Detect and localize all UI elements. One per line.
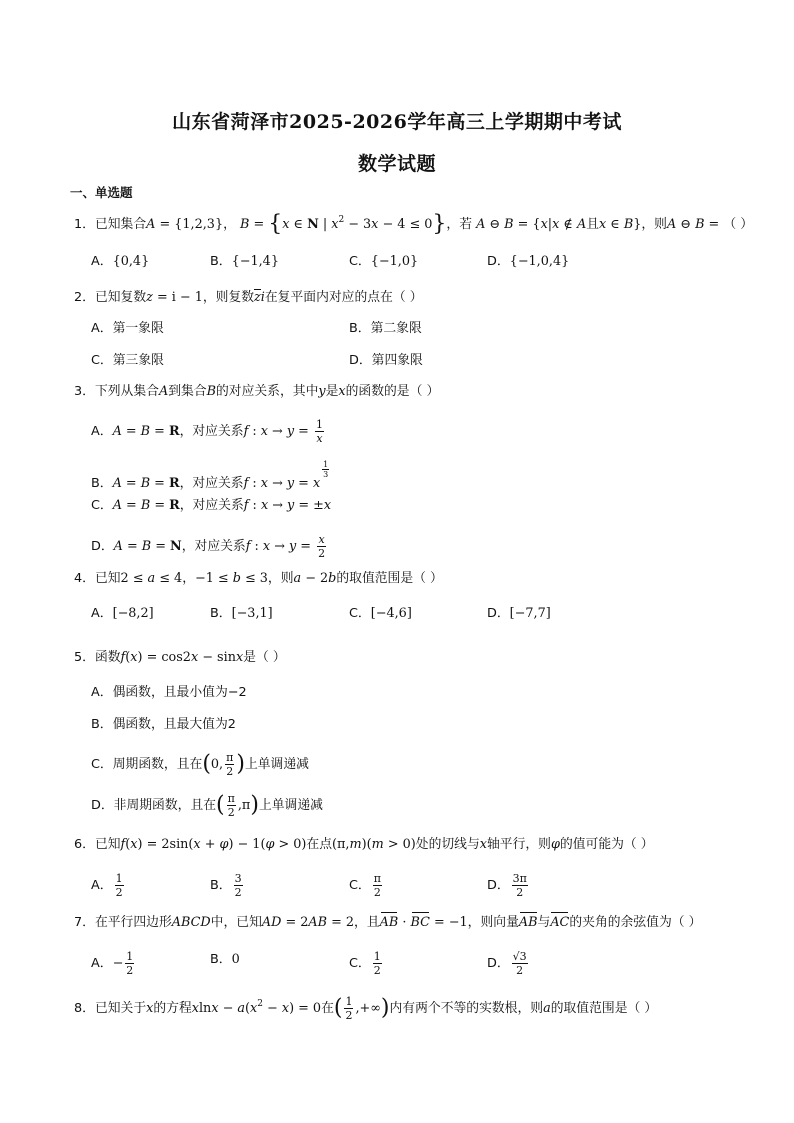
q4-option-d[interactable]: D．[−7,7] [487,606,551,621]
question-6: 6．已知f(x) = 2sin(x + φ) − 1(φ > 0)在点(π,m)(m > 0)处的切线与x轴平行，则φ的值可能为（ ） [74,837,654,852]
q3-option-c[interactable]: C．A = B = R，对应关系f : x → y = ±x [91,498,332,513]
q6-option-a[interactable]: A． $\frac{1}{2}$ [91,872,123,899]
q6-option-c[interactable]: C． $\frac{\pi}{2}$ [349,872,381,899]
q6-option-d[interactable]: D． $\frac{3\pi}{2}$ [487,872,527,899]
q1-option-d[interactable]: D．{−1,0,4} [487,254,570,269]
q4-option-c[interactable]: C．[−4,6] [349,606,412,621]
question-7: 7．在平行四边形ABCD中，已知AD = 2AB = 2，且AB · BC = −1，则向量AB与AC的夹角的余弦值为（ ） [74,913,701,933]
question-2: 2．已知复数z = i − 1，则复数zi在复平面内对应的点在（ ） [74,290,423,305]
q2-option-d[interactable]: D．第四象限 [349,353,423,368]
q1-option-c[interactable]: C．{−1,0} [349,254,419,269]
q5-option-a[interactable]: A．偶函数，且最小值为−2 [91,685,247,700]
question-3: 3．下列从集合A到集合B的对应关系，其中y是x的函数的是（ ） [74,384,440,399]
q6-option-b[interactable]: B． $\frac{3}{2}$ [210,872,242,899]
q1-option-b[interactable]: B．{−1,4} [210,254,279,269]
q4-option-b[interactable]: B．[−3,1] [210,606,273,621]
q2-option-c[interactable]: C．第三象限 [91,353,164,368]
q5-option-b[interactable]: B．偶函数，且最大值为2 [91,717,236,732]
q7-option-c[interactable]: C． $\frac{1}{2}$ [349,950,381,977]
section-heading-single-choice: 一、单选题 [70,185,133,200]
q5-option-c[interactable]: C．周期函数，且在(0, $\frac{\pi}{2}$ )上单调递减 [91,751,309,778]
exam-title: 山东省菏泽市2025-2026学年高三上学期期中考试 [172,111,622,133]
q7-option-a[interactable]: A．− $\frac{1}{2}$ [91,950,134,977]
q5-option-d[interactable]: D．非周期函数，且在( $\frac{\pi}{2}$ ,π)上单调递减 [91,792,323,819]
q2-option-a[interactable]: A．第一象限 [91,321,164,336]
question-1: 1．已知集合A = {1,2,3}， B = {x ∈ N | $x^2 - 3x - 4 \le 0$}，若 A ⊖ B = {x|x ∉ A且x ∈ B}，则A ⊖ B = （ ） [74,211,754,237]
q3-option-d[interactable]: D．A = B = N，对应关系f : x → y = $\frac{x}{2}$ [91,533,326,560]
question-5: 5．函数f(x) = cos2x − sinx是（ ） [74,650,286,665]
exam-subtitle: 数学试题 [357,153,436,175]
q2-option-b[interactable]: B．第二象限 [349,321,422,336]
q3-option-b[interactable]: B．A = B = R，对应关系f : x → y = x $\frac{1}{3}$ [91,460,329,491]
q1-option-a[interactable]: A．{0,4} [91,254,150,269]
question-8: 8．已知关于x的方程$xlnx - a(x^2 - x) = 0$在( $\frac{1}{2}$ ,+∞)内有两个不等的实数根，则a的取值范围是（ ） [74,995,658,1022]
q3-option-a[interactable]: A．A = B = R，对应关系f : x → y = $\frac{1}{x}$ [91,418,323,445]
question-4: 4．已知2 ≤ a ≤ 4，−1 ≤ b ≤ 3，则a − 2b的取值范围是（ ） [74,571,443,586]
q7-option-d[interactable]: D． $\frac{√3}{2}$ [487,950,527,977]
q7-option-b[interactable]: B．0 [210,952,240,967]
q4-option-a[interactable]: A．[−8,2] [91,606,154,621]
